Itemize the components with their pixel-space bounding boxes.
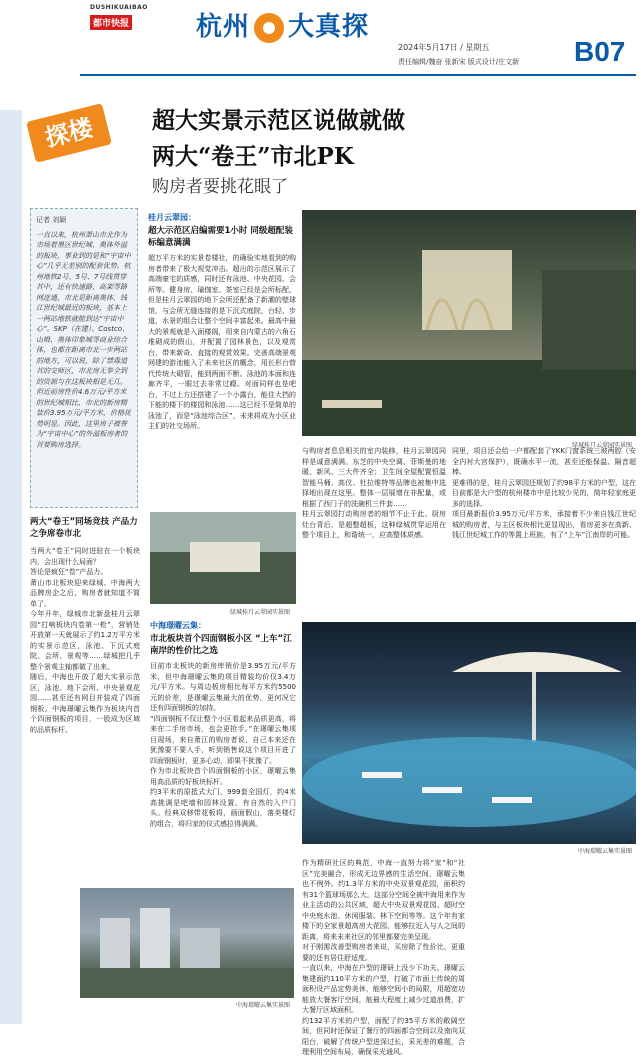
zh-subhead: 市北板块首个四面钢板小区 “上车”江南岸的性价比之选 [150,634,292,656]
intro-box [30,208,138,508]
headline-deck: 购房者要挑花眼了 [152,177,288,197]
zh-photo-pool [302,622,636,844]
header-divider [80,74,636,76]
gui-label: 桂月云翠园： [148,213,196,222]
editor-credits: 责任编辑/魏奋 张新宋 版式设计/庄文新 [398,58,520,66]
gui-photo-main-caption: 绿城桂月云翠园实景图 [571,442,632,449]
gui-photo-small [150,512,296,604]
column-title [196,6,369,43]
zh-photo-aerial-caption: 中海璟曜云集实景图 [235,1002,290,1009]
gui-photo-small-caption: 绿城桂月云翠园实景图 [229,609,290,616]
zh-photo-pool-illustration [302,622,636,844]
zh-photo-aerial-illustration [80,888,294,998]
gui-body-1: 超万平方米的实景卷楼社，的确验实地看到的购房者带来了极大视觉冲击。超出的示范区展示了高端豪宅的质感，同时还有泳池、中央花园、会所等。健身房、瑜伽室、茶室已经是会所标配，但是桂月云翠园的地下会所还配备了新潮的壁球馆，与会所无缝连接的是下沉式庭院，台轻、步道、水景的组合让整个空间丰富起来。最高中最大的景观就是入面楼阁，用来自内蒙古的六角石堆砌成的假山，并配置了园林景色，以及观赏台，带来新奇、直接的观赏效果。完善高端景观网建的游池能入了未来社区的概念，用长形台替代传统大砌管，能到两面不断。泳池的本面和连廊齐平，一眼过去非常过瘾。对面同样也是吧台，不过上方还搭建了一个小露台，能住大挡的下能的楼下的楼园和泳池……这已经不是简单的泳池了，而是“泳池综合区”，未来将成为小区业主们的社交场所。 [148,254,296,430]
zh-photo-pool-caption: 中海璟曜云集实景图 [577,848,632,855]
headline-line1: 超大实景示范区说做就做 [152,107,405,134]
zh-body-2: 作为精研社区的典范，中海一直努力将“家”和“社区”完美融合，形成无边界感的生活空间，璟曜云集也不例外。约1.3平方米的中央双景观花园，面积约有31个篮球场那么大。这部分空间全被中海用来作为业主活动的公共区域，超大中央双景观花园、超时空中央庭水池、休闲服装、林下空间等等。这个年有家楼下的全家景超高房大花园，能够拉近人与人之间的距离，将来未来社区的邻里都要完美呈现。 对于刚需改善型购房者来说，买房除了性价比，更重要的还有居住舒适度。 一直以来，中海在户型的璟研上没少下功夫。璟曜云集建面约110平方米的户型，打破了市面上传统的周面积设产品定势美休，能够空间小的局限，用超宽功能放大餐客厅空间，能最大程度上减少过道浪费，扩大餐厅区域面积。 约132平方米的户型，面配了约35平方米的敞阔空间，但同时还保证了餐厅的四面都合空间以及南向双阳台，破解了传统户型进深过长，采光差的难题，合理利用空间布局，确保采光通风。 [302,859,465,1056]
gui-photo-small-illustration [150,512,296,604]
intro-text: 一直以来，杭州萧山市北作为市场着墨区世纪城、奥体外溢的板块，事业到的是和“宇宙中心”几乎无差别的配套优势。杭州地铁2号、5号、7号线贯穿其中，还有快速路、高架等路网连通，市北是距离奥体、钱江世纪城最近的板块，基本上一两站地铁就能到达“宇宙中心”。SKP（在建）、Costco、山姆、奥体印象城等商业综合体，也都在距离市北一步两站的地方，可以说，除了禁毒道其的交师区，市北房无拳全到的资源与在这板块相是无几。但近前房性价4.6万元/平方米的世纪城相比，市北的新房精装价3.95万元/平方米，价格优势明显。因此，这里房子被誉为“宇宙中心”的外溢板房者的首要购房选择。 [36,230,131,449]
issue-date: 2024年5月17日 / 星期五 [398,43,490,52]
zh-body-1: 目前市北板块的新房库销价是3.95万元/平方米，但中海璟曜云集的项目精装均价仅3.4万元/平方米。与周边板房相比每平方米约5500元的价差，是璟曜云集最大的优势，更何况它还有四面钢板的加持。 “四面钢板不仅让整个小区看起来品质更高，将来在二手房市场，也会更抢手。”在璟曜云集项目现场，来自萧江的购房者说，自己本来还在犹豫要不要入手，听到销售说这个项目开进了四面钢板时，更多心动，即果不犹豫了。 作为市北板块首个四面钢板的小区，璟曜云集用高品质的好板块标杆。 约3平米的原抵式大门，999套全国灯，约4米高挑调是吧墙和园林设置，有自然的入户门头。经典双移带花板将，画面假山，落美楼灯的组合，将归家的仪式感拉得满满。 [150,662,296,828]
headline-line2: 两大“卷王”市北PK [152,143,354,170]
section-tag: 探楼 [26,103,112,163]
column-title-b: 大真探 [288,12,370,42]
zh-photo-aerial [80,888,294,998]
page-number: B07 [574,36,626,67]
zh-section-col1 [150,620,296,891]
left-column [30,516,140,816]
column-title-a: 杭州 [196,12,251,42]
camera-icon [254,13,284,43]
left-body: 当两大“卷王”同时进驻在一个板块内，会出现什么局面？ 答论是疯狂“卷”产品力。 萧山市北板块迎来绿城、中海两大品牌房企之后，购房者就知道不简单了。 今年开年，绿城市北新盘桂月云翠园“打响板块内卷第一枪”，营销处开放第一天就展示了约1.2万平方米的实景示范区，泳池、下沉式庭院、会所、景观等……绿城把几乎整个景观主轴都做了出来。 随后，中海也开放了超大实景示范区，泳池、地下会所、中央景观花园……甚至还有网目并装成了四面钢板。中海璟曜云集作为板块内首个四面钢板的项目，一股成为区域的品质标杆。 [30,547,140,734]
left-subhead: 两大“卷王”同场竞技 产品力之争席卷市北 [30,517,138,539]
gui-body-2: 与购房者息息相关的室内装修，桂月云翠园同样是诚意满满。东芝的中央空调、菲斯曼的地暖、新风、三大件齐全；卫生间全屋配置恒温智能马桶、高仪、杜拉维特等品牌也被集中选择地出现在这里。整体一层展增在非配量，或根据了西门子的洗碗机三件套…… 桂月云翠园打动购房者的细节不止于此。厨房灶台背后，是超整超板，这种绿城贯穿运用在整个项目上，和谐统一，应高整体质感。 [302,447,446,539]
gui-body-3: 同里，项目还会给一户都配套了YKK门窗系统三玻两腔（安全内衬大宫保护），既确水平一流，甚至还能保温、隔音超棒。 更难得的是，桂月云翠园还规划了约98平方米的户型，这在目前都是大户型的杭州楼市中是比较少见的，简年轻家庭更多的选择。 项目最新报价3.95万元/平方米，承接着不少来自钱江世纪城的购房者，与主区板块相比更显现出，看房更多在高新、钱江世纪城工作的等置上班族，有了“上车”江南岸的可能。 [452,447,636,539]
byline: 记者 刘颖 [36,216,67,224]
gui-section-col1 [148,212,296,473]
zh-body-2-columns [302,858,636,1056]
gui-photo-illustration [302,210,636,436]
brand-cn: 都市快报 [90,15,132,30]
gui-subhead: 超大示范区启编需要1小时 同级超配装标编意满满 [148,226,293,248]
gui-photo-main [302,210,636,436]
brand-en: DUSHIKUAIBAO [90,4,148,11]
brand-logo [90,4,186,40]
zh-label: 中海璟曜云集： [150,621,206,630]
left-margin-band [0,110,22,1024]
